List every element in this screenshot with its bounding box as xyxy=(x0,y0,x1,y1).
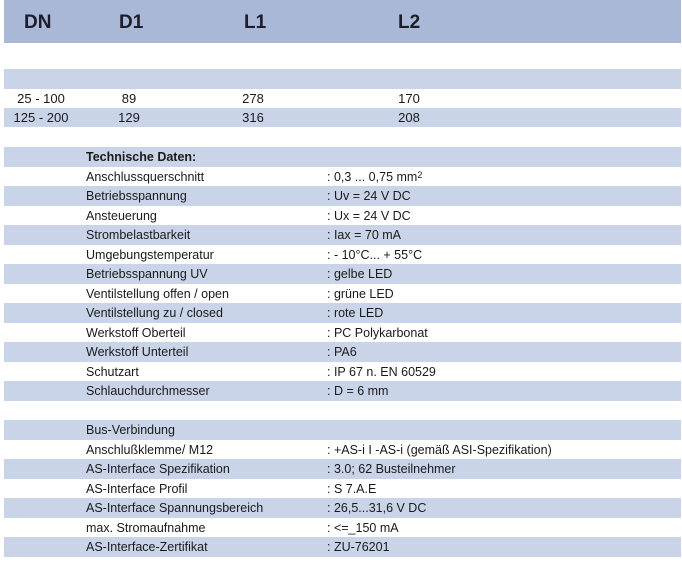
spec-row xyxy=(4,303,681,323)
dimension-row xyxy=(4,89,681,108)
spec-value: : ZU-76201 xyxy=(327,540,390,554)
spec-key: Ventilstellung zu / closed xyxy=(86,306,223,320)
spec-value: : 26,5...31,6 V DC xyxy=(327,501,427,515)
spec-value: : Uv = 24 V DC xyxy=(327,189,411,203)
spacer-band xyxy=(4,69,681,89)
dim-dn: 25 - 100 xyxy=(17,91,65,106)
spec-key: AS-Interface Spezifikation xyxy=(86,462,230,476)
spec-key: Umgebungstemperatur xyxy=(86,247,214,262)
spec-row xyxy=(4,381,681,401)
bus-title: Bus-Verbindung xyxy=(86,423,175,437)
spec-key: Betriebsspannung xyxy=(86,189,187,203)
bus-header-row xyxy=(4,420,681,440)
spec-key: Ansteuerung xyxy=(86,208,157,223)
spec-value: : Iax = 70 mA xyxy=(327,228,401,242)
spec-row xyxy=(4,264,681,284)
spec-value: : PA6 xyxy=(327,345,357,359)
spec-row xyxy=(4,537,681,557)
spec-key: Schlauchdurchmesser xyxy=(86,384,210,398)
spec-value: : D = 6 mm xyxy=(327,384,389,398)
dim-l2: 208 xyxy=(398,110,420,125)
dim-d1: 89 xyxy=(121,91,137,106)
spec-row xyxy=(4,342,681,362)
spec-value: : gelbe LED xyxy=(327,267,393,281)
spec-value: : <=_150 mA xyxy=(327,520,399,535)
spec-value: : IP 67 n. EN 60529 xyxy=(327,364,436,379)
spec-row xyxy=(4,225,681,245)
spec-key: Werkstoff Oberteil xyxy=(86,325,186,340)
spec-value: : S 7.A.E xyxy=(327,481,377,496)
spec-row xyxy=(4,518,681,538)
header-d1: D1 xyxy=(119,12,144,33)
spec-value: : - 10°C... + 55°C xyxy=(327,247,423,262)
spec-key: Werkstoff Unterteil xyxy=(86,345,189,359)
spec-row xyxy=(4,459,681,479)
spec-value: : 3.0; 62 Busteilnehmer xyxy=(327,462,456,476)
dim-d1: 129 xyxy=(118,110,140,125)
spec-value: : PC Polykarbonat xyxy=(327,325,428,340)
superscript: 2 xyxy=(417,169,423,180)
header-l2: L2 xyxy=(398,12,421,33)
header-dn: DN xyxy=(24,12,52,33)
spec-value: : +AS-i I -AS-i (gemäß ASI-Spezifikation) xyxy=(327,442,552,457)
dimension-row xyxy=(4,108,681,127)
spec-row xyxy=(4,284,681,304)
header-l1: L1 xyxy=(244,12,267,33)
spec-value: : grüne LED xyxy=(327,286,394,301)
spec-value: : Ux = 24 V DC xyxy=(327,208,411,223)
spec-key: max. Stromaufnahme xyxy=(86,520,206,535)
spec-value: : 0,3 ... 0,75 $mm^2$ xyxy=(327,169,423,184)
spec-row xyxy=(4,498,681,518)
spec-key: Schutzart xyxy=(86,364,139,379)
dim-l1: 278 xyxy=(242,91,264,106)
spec-key: AS-Interface Spannungsbereich xyxy=(86,501,264,515)
dimension-header xyxy=(4,0,681,43)
spec-key: Ventilstellung offen / open xyxy=(86,286,229,301)
spec-key: Anschlußklemme/ M12 xyxy=(86,442,214,457)
dim-l1: 316 xyxy=(242,110,264,125)
spec-key: Strombelastbarkeit xyxy=(86,228,191,242)
technical-title: Technische Daten: xyxy=(86,150,197,164)
spec-row xyxy=(4,167,681,187)
spec-row xyxy=(4,440,681,460)
spec-row xyxy=(4,186,681,206)
technical-header-row xyxy=(4,147,681,167)
spec-key: AS-Interface Profil xyxy=(86,481,188,496)
dim-l2: 170 xyxy=(398,91,420,106)
spec-row xyxy=(4,323,681,343)
spec-key: Betriebsspannung UV xyxy=(86,267,208,281)
dim-dn: 125 - 200 xyxy=(13,110,69,125)
spec-key: Anschlussquerschnitt xyxy=(86,169,205,184)
spec-row xyxy=(4,479,681,499)
spec-row xyxy=(4,206,681,226)
spec-row xyxy=(4,362,681,382)
spec-key: AS-Interface-Zertifikat xyxy=(86,540,208,554)
spec-value: : rote LED xyxy=(327,306,384,320)
spec-row xyxy=(4,245,681,265)
